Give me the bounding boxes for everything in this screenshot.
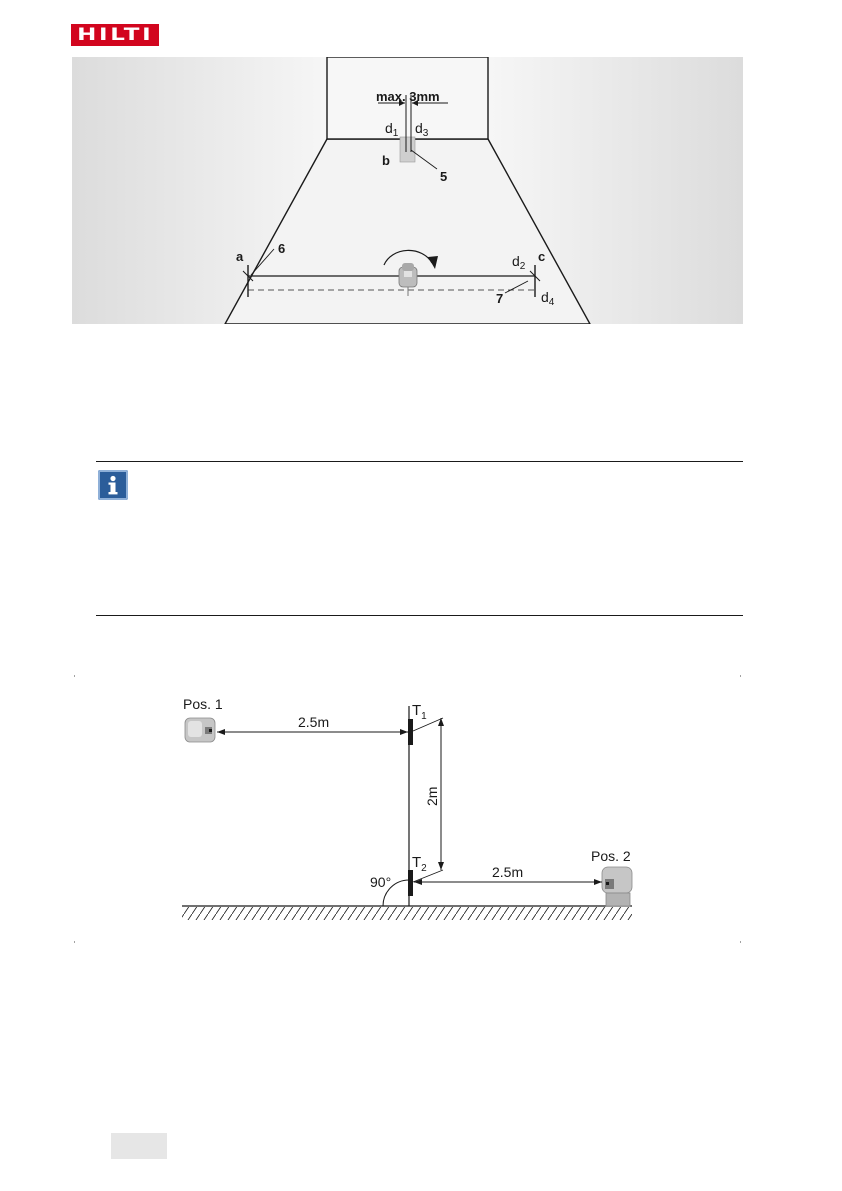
target-plate-b: [400, 137, 415, 162]
label-t1: $T_1$: [412, 702, 427, 722]
hilti-logo: [71, 24, 159, 46]
label-pos2: Pos. 2: [591, 848, 631, 864]
label-d3: $d_3$: [415, 120, 429, 139]
label-2m: 2m: [424, 786, 440, 806]
label-d2: $d_2$: [512, 253, 526, 272]
callout-5: 5: [440, 169, 448, 184]
label-dist-bottom: 2.5m: [492, 864, 524, 880]
ground-hatch: [182, 907, 632, 920]
room-calibration-figure: [72, 57, 743, 324]
info-icon: [98, 470, 128, 500]
label-d4: $d_4$: [541, 289, 555, 308]
target-t2: [408, 870, 413, 896]
callout-7: 7: [496, 291, 504, 306]
label-angle: 90°: [370, 874, 392, 890]
hilti-logo-text: HILTI: [76, 24, 154, 45]
label-d1: $d_1$: [385, 120, 399, 139]
label-t2: $T_2$: [412, 854, 427, 874]
label-a: a: [236, 249, 244, 264]
callout-6: 6: [278, 241, 286, 256]
label-pos1: Pos. 1: [183, 696, 223, 712]
label-dist-top: 2.5m: [298, 714, 330, 730]
label-b: b: [382, 153, 390, 168]
note-bottom-rule: [96, 615, 743, 616]
tolerance-label: max. 3mm: [376, 89, 440, 104]
position-check-figure: [72, 674, 743, 944]
label-c: c: [538, 249, 546, 264]
page-number-box: [111, 1133, 167, 1159]
target-t1: [408, 719, 413, 745]
device-pos1-icon: [185, 718, 215, 742]
device-pos2-icon: [602, 867, 632, 906]
note-top-rule: [96, 461, 743, 462]
